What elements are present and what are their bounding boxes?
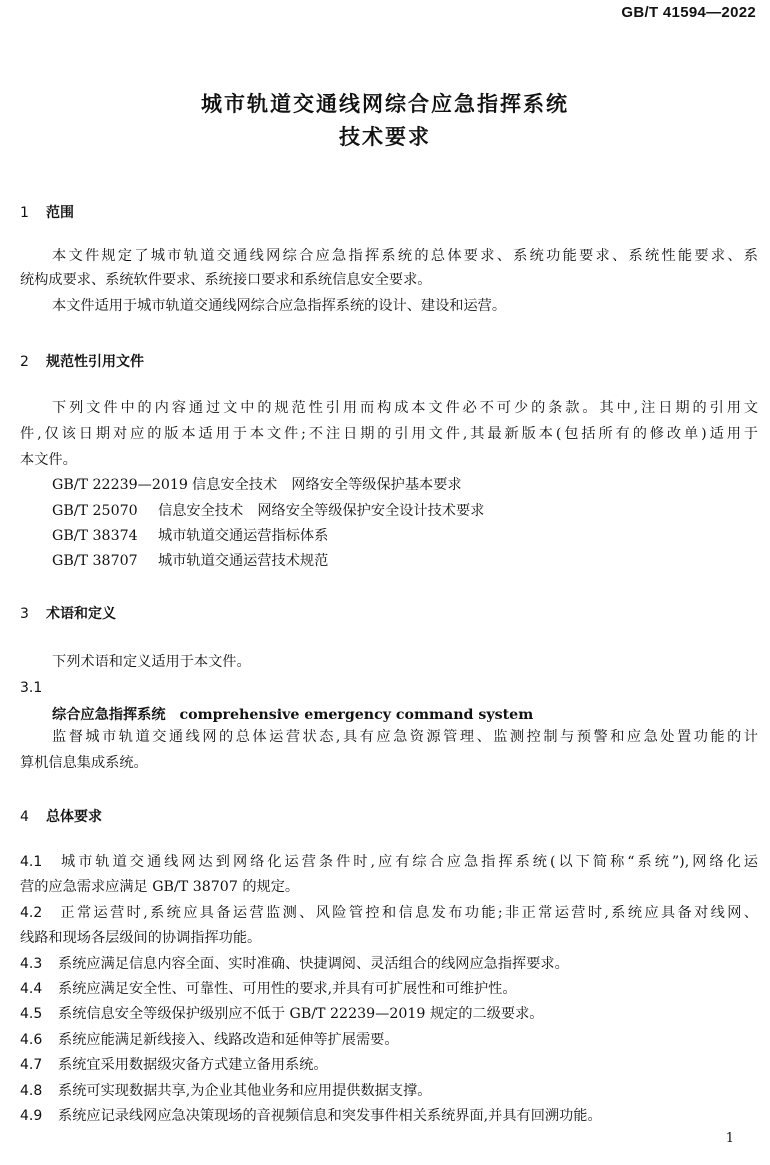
section-4-heading <box>20 806 102 826</box>
section-2-heading <box>20 351 144 371</box>
requirement-number: 4.6 <box>20 1032 43 1048</box>
paragraph-line: 本文件。 <box>20 452 77 468</box>
paragraph-line: 本文件适用于城市轨道交通线网综合应急指挥系统的设计、建设和运营。 <box>52 298 507 314</box>
requirement-item <box>20 1002 758 1026</box>
paragraph-line: 下列术语和定义适用于本文件。 <box>52 654 251 670</box>
paragraph-line: 本文件规定了城市轨道交通线网综合应急指挥系统的总体要求、系统功能要求、系统性能要求、系 <box>52 248 758 264</box>
requirement-number: 4.5 <box>20 1006 43 1022</box>
requirement-continuation: 营的应急需求应满足 GB/T 38707 的规定。 <box>20 879 300 895</box>
standard-code: GB/T 41594—2022 <box>621 4 756 21</box>
requirement-item <box>20 850 758 874</box>
section-title: 总体要求 <box>46 809 102 825</box>
requirement-item <box>20 1104 758 1128</box>
reference-item <box>52 473 462 497</box>
term-number: 3.1 <box>20 680 43 696</box>
requirement-item <box>20 952 758 976</box>
requirement-text: 城市轨道交通线网达到网络化运营条件时,应有综合应急指挥系统(以下简称“系统”),网络化运 <box>58 854 758 870</box>
requirement-number: 4.8 <box>20 1083 43 1099</box>
reference-code: GB/T 38707 <box>52 553 138 569</box>
requirement-item <box>20 901 758 925</box>
page-number: 1 <box>725 1131 734 1146</box>
section-1-heading <box>20 202 74 222</box>
term-chinese: 综合应急指挥系统 <box>52 707 166 723</box>
reference-code: GB/T 22239—2019 <box>52 477 188 493</box>
term-english: comprehensive emergency command system <box>179 707 534 723</box>
requirement-text: 系统可实现数据共享,为企业其他业务和应用提供数据支撑。 <box>58 1083 432 1099</box>
section-title: 范围 <box>46 205 74 221</box>
definition-line: 算机信息集成系统。 <box>20 755 148 771</box>
reference-code: GB/T 25070 <box>52 503 138 519</box>
section-number: 3 <box>20 606 29 622</box>
requirement-text: 系统应能满足新线接入、线路改造和延伸等扩展需要。 <box>58 1032 399 1048</box>
section-title: 术语和定义 <box>46 606 116 622</box>
requirement-text: 系统应记录线网应急决策现场的音视频信息和突发事件相关系统界面,并具有回溯功能。 <box>58 1108 602 1124</box>
reference-item <box>52 499 484 523</box>
section-number: 1 <box>20 205 29 221</box>
reference-title: 信息安全技术 网络安全等级保护基本要求 <box>192 477 462 493</box>
requirement-item <box>20 977 758 1001</box>
requirement-number: 4.4 <box>20 981 43 997</box>
reference-title: 城市轨道交通运营指标体系 <box>158 528 329 544</box>
paragraph-line: 下列文件中的内容通过文中的规范性引用而构成本文件必不可少的条款。其中,注日期的引用文 <box>52 400 758 416</box>
document-title: 城市轨道交通线网综合应急指挥系统 <box>201 92 569 116</box>
requirement-number: 4.2 <box>20 905 43 921</box>
requirement-item <box>20 1079 758 1103</box>
requirement-number: 4.9 <box>20 1108 43 1124</box>
section-3-heading <box>20 603 116 623</box>
requirement-text: 系统信息安全等级保护级别应不低于 GB/T 22239—2019 规定的二级要求。 <box>58 1006 544 1022</box>
paragraph-line: 件,仅该日期对应的版本适用于本文件;不注日期的引用文件,其最新版本(包括所有的修改单)适用于 <box>20 426 758 442</box>
requirement-item <box>20 1028 758 1052</box>
requirement-text: 正常运营时,系统应具备运营监测、风险管控和信息发布功能;非正常运营时,系统应具备对线网、 <box>58 905 758 921</box>
reference-item <box>52 549 328 573</box>
requirement-text: 系统宜采用数据级灾备方式建立备用系统。 <box>58 1057 328 1073</box>
definition-line: 监督城市轨道交通线网的总体运营状态,具有应急资源管理、监测控制与预警和应急处置功能的计 <box>52 729 758 745</box>
section-title: 规范性引用文件 <box>46 354 144 370</box>
reference-item <box>52 524 328 548</box>
reference-code: GB/T 38374 <box>52 528 138 544</box>
requirement-text: 系统应满足安全性、可靠性、可用性的要求,并具有可扩展性和可维护性。 <box>58 981 517 997</box>
document-subtitle: 技术要求 <box>339 125 431 149</box>
section-number: 2 <box>20 354 29 370</box>
requirement-number: 4.7 <box>20 1057 43 1073</box>
requirement-number: 4.1 <box>20 854 43 870</box>
requirement-number: 4.3 <box>20 956 43 972</box>
paragraph-line: 统构成要求、系统软件要求、系统接口要求和系统信息安全要求。 <box>20 272 432 288</box>
section-number: 4 <box>20 809 29 825</box>
requirement-text: 系统应满足信息内容全面、实时准确、快捷调阅、灵活组合的线网应急指挥要求。 <box>58 956 569 972</box>
term-entry <box>52 704 533 724</box>
reference-title: 城市轨道交通运营技术规范 <box>158 553 329 569</box>
requirement-item <box>20 1053 758 1077</box>
requirement-continuation: 线路和现场各层级间的协调指挥功能。 <box>20 930 262 946</box>
reference-title: 信息安全技术 网络安全等级保护安全设计技术要求 <box>158 503 485 519</box>
